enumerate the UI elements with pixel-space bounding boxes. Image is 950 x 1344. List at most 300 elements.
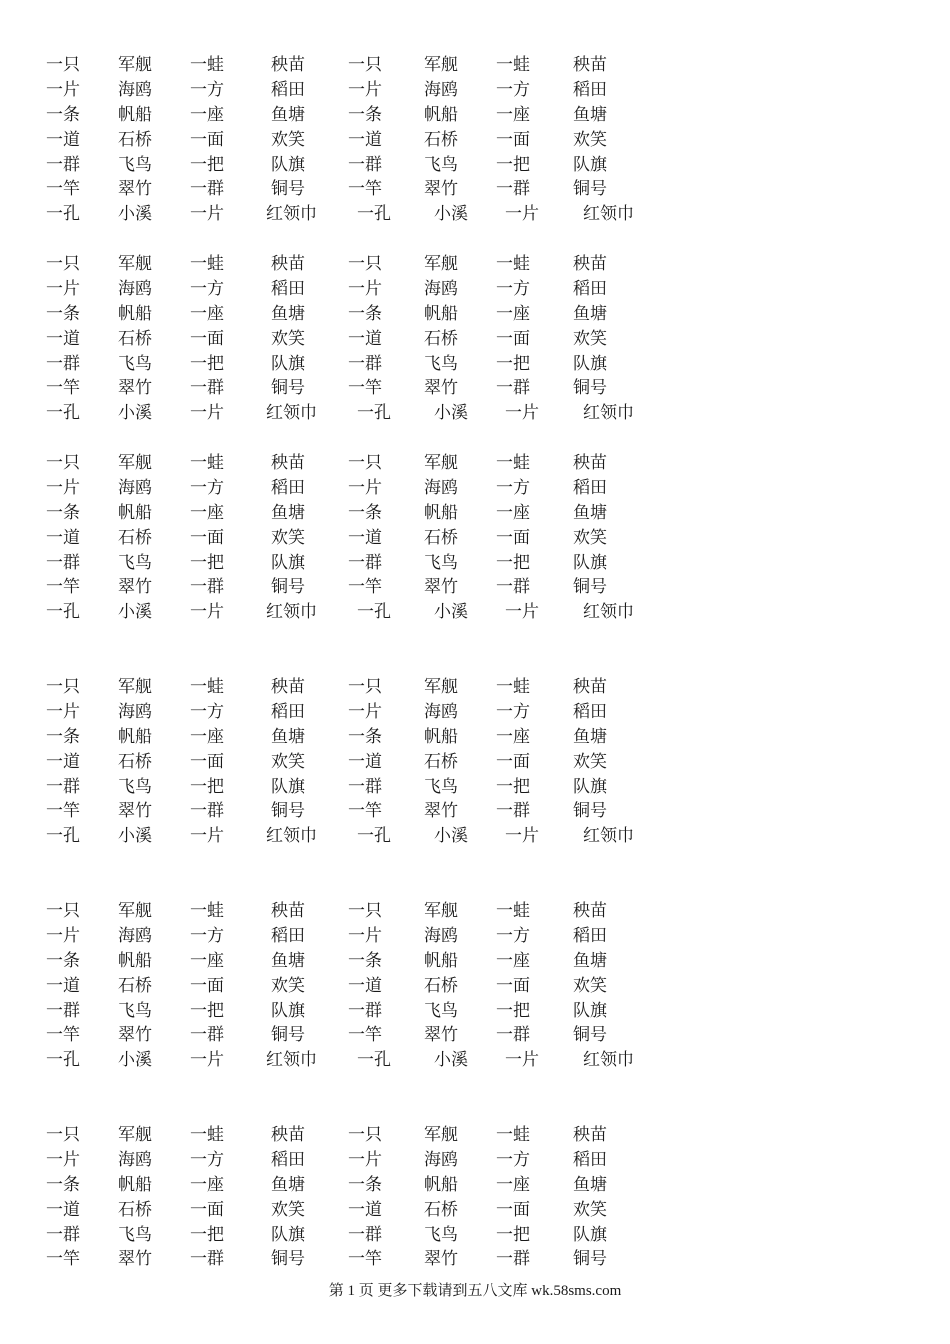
word-cell: 一竿 xyxy=(46,378,80,399)
word-cell: 一群 xyxy=(496,1249,530,1270)
word-cell: 翠竹 xyxy=(424,378,458,399)
word-cell: 红领巾 xyxy=(266,403,317,424)
word-cell: 一孔 xyxy=(357,403,391,424)
word-cell: 稻田 xyxy=(271,79,305,100)
word-cell: 海鸥 xyxy=(424,79,458,100)
word-cell: 石桥 xyxy=(118,975,152,996)
word-cell: 一把 xyxy=(190,1224,224,1245)
word-row xyxy=(0,526,950,551)
word-cell: 飞鸟 xyxy=(424,154,458,175)
word-cell: 一条 xyxy=(348,726,382,747)
word-cell: 欢笑 xyxy=(573,1199,607,1220)
word-cell: 鱼塘 xyxy=(271,502,305,523)
word-cell: 鱼塘 xyxy=(271,303,305,324)
word-row xyxy=(0,78,950,103)
word-cell: 铜号 xyxy=(271,179,305,200)
word-cell: 队旗 xyxy=(271,154,305,175)
word-cell: 军舰 xyxy=(424,254,458,274)
word-cell: 一孔 xyxy=(357,826,391,847)
word-cell: 翠竹 xyxy=(118,179,152,200)
word-cell: 一方 xyxy=(190,925,224,946)
word-cell: 一蛙 xyxy=(496,55,530,75)
word-cell: 一只 xyxy=(46,453,80,473)
word-row xyxy=(0,575,950,600)
word-cell: 翠竹 xyxy=(424,179,458,200)
word-cell: 海鸥 xyxy=(424,701,458,722)
word-cell: 队旗 xyxy=(271,1000,305,1021)
word-cell: 一片 xyxy=(46,477,80,498)
word-cell: 一只 xyxy=(46,55,80,75)
word-cell: 一蛙 xyxy=(190,453,224,473)
word-cell: 小溪 xyxy=(118,403,152,424)
word-cell: 一条 xyxy=(348,303,382,324)
word-cell: 帆船 xyxy=(118,502,152,523)
word-row xyxy=(0,252,950,277)
word-row xyxy=(0,1173,950,1198)
word-cell: 队旗 xyxy=(573,776,607,797)
word-cell: 铜号 xyxy=(573,577,607,598)
word-cell: 一孔 xyxy=(46,602,80,623)
word-cell: 秧苗 xyxy=(573,453,607,473)
word-row xyxy=(0,177,950,202)
word-cell: 一片 xyxy=(190,602,224,623)
word-cell: 一把 xyxy=(496,353,530,374)
word-row xyxy=(0,824,950,849)
word-cell: 鱼塘 xyxy=(271,104,305,125)
word-cell: 帆船 xyxy=(118,950,152,971)
word-cell: 一群 xyxy=(348,552,382,573)
word-cell: 一方 xyxy=(190,79,224,100)
word-cell: 军舰 xyxy=(118,254,152,274)
word-cell: 一条 xyxy=(46,303,80,324)
word-cell: 秧苗 xyxy=(271,677,305,697)
word-cell: 铜号 xyxy=(271,577,305,598)
word-cell: 稻田 xyxy=(573,701,607,722)
word-cell: 铜号 xyxy=(573,378,607,399)
word-cell: 飞鸟 xyxy=(118,353,152,374)
word-cell: 海鸥 xyxy=(424,477,458,498)
word-row xyxy=(0,451,950,476)
word-cell: 欢笑 xyxy=(271,1199,305,1220)
word-cell: 一片 xyxy=(190,826,224,847)
word-cell: 一群 xyxy=(190,801,224,822)
word-cell: 一条 xyxy=(46,104,80,125)
word-cell: 一面 xyxy=(496,975,530,996)
word-cell: 鱼塘 xyxy=(271,950,305,971)
word-cell: 一道 xyxy=(348,975,382,996)
word-cell: 一只 xyxy=(348,677,382,697)
word-cell: 秧苗 xyxy=(573,677,607,697)
word-row xyxy=(0,302,950,327)
word-cell: 军舰 xyxy=(424,677,458,697)
word-cell: 帆船 xyxy=(118,1174,152,1195)
word-cell: 鱼塘 xyxy=(573,726,607,747)
word-cell: 一面 xyxy=(190,1199,224,1220)
word-cell: 一把 xyxy=(190,552,224,573)
word-cell: 小溪 xyxy=(434,602,468,623)
word-cell: 一蛙 xyxy=(190,55,224,75)
word-row xyxy=(0,600,950,625)
word-cell: 秧苗 xyxy=(573,901,607,921)
word-cell: 一竿 xyxy=(348,1249,382,1270)
word-cell: 一面 xyxy=(190,975,224,996)
word-cell: 一蛙 xyxy=(496,254,530,274)
word-cell: 一竿 xyxy=(348,1025,382,1046)
word-cell: 一片 xyxy=(505,204,539,225)
word-cell: 海鸥 xyxy=(118,1149,152,1170)
word-cell: 一群 xyxy=(190,179,224,200)
word-cell: 红领巾 xyxy=(583,826,634,847)
word-cell: 秧苗 xyxy=(271,901,305,921)
word-cell: 石桥 xyxy=(118,527,152,548)
word-cell: 一片 xyxy=(348,1149,382,1170)
word-cell: 铜号 xyxy=(573,1249,607,1270)
word-cell: 一群 xyxy=(348,353,382,374)
word-cell: 小溪 xyxy=(434,204,468,225)
word-cell: 欢笑 xyxy=(573,129,607,150)
word-cell: 一道 xyxy=(46,975,80,996)
word-cell: 队旗 xyxy=(573,1224,607,1245)
word-cell: 一把 xyxy=(496,1224,530,1245)
word-cell: 小溪 xyxy=(434,826,468,847)
word-cell: 石桥 xyxy=(424,129,458,150)
word-cell: 一只 xyxy=(46,901,80,921)
word-cell: 一群 xyxy=(190,1025,224,1046)
word-row xyxy=(0,775,950,800)
word-cell: 一竿 xyxy=(348,577,382,598)
word-cell: 翠竹 xyxy=(424,1025,458,1046)
word-cell: 帆船 xyxy=(118,104,152,125)
word-cell: 一条 xyxy=(46,950,80,971)
word-cell: 海鸥 xyxy=(118,701,152,722)
word-cell: 鱼塘 xyxy=(573,502,607,523)
word-cell: 一群 xyxy=(46,552,80,573)
word-cell: 秧苗 xyxy=(271,1125,305,1145)
word-cell: 一座 xyxy=(496,502,530,523)
word-cell: 帆船 xyxy=(424,1174,458,1195)
word-cell: 海鸥 xyxy=(118,79,152,100)
word-cell: 军舰 xyxy=(118,453,152,473)
word-cell: 欢笑 xyxy=(271,129,305,150)
word-cell: 军舰 xyxy=(118,55,152,75)
word-cell: 小溪 xyxy=(118,602,152,623)
word-cell: 欢笑 xyxy=(573,328,607,349)
word-cell: 一面 xyxy=(496,751,530,772)
word-cell: 军舰 xyxy=(424,453,458,473)
word-cell: 红领巾 xyxy=(266,602,317,623)
word-cell: 一道 xyxy=(46,527,80,548)
word-cell: 一面 xyxy=(190,328,224,349)
word-cell: 一面 xyxy=(496,527,530,548)
word-cell: 军舰 xyxy=(424,55,458,75)
word-cell: 翠竹 xyxy=(424,1249,458,1270)
word-cell: 一方 xyxy=(190,278,224,299)
word-cell: 一方 xyxy=(496,477,530,498)
word-cell: 铜号 xyxy=(271,1025,305,1046)
word-cell: 一把 xyxy=(496,776,530,797)
word-row xyxy=(0,725,950,750)
word-cell: 红领巾 xyxy=(266,826,317,847)
word-cell: 一竿 xyxy=(348,801,382,822)
word-cell: 石桥 xyxy=(118,751,152,772)
word-cell: 一把 xyxy=(190,776,224,797)
word-cell: 一只 xyxy=(348,55,382,75)
word-cell: 小溪 xyxy=(118,204,152,225)
word-cell: 一条 xyxy=(46,502,80,523)
word-block xyxy=(0,899,950,1073)
word-row xyxy=(0,1048,950,1073)
word-cell: 秧苗 xyxy=(271,55,305,75)
word-cell: 一把 xyxy=(496,1000,530,1021)
word-cell: 一方 xyxy=(190,1149,224,1170)
word-row xyxy=(0,700,950,725)
word-cell: 红领巾 xyxy=(266,204,317,225)
word-cell: 鱼塘 xyxy=(271,726,305,747)
word-cell: 一条 xyxy=(46,1174,80,1195)
word-cell: 一蛙 xyxy=(190,254,224,274)
word-row xyxy=(0,799,950,824)
word-cell: 帆船 xyxy=(424,104,458,125)
word-cell: 铜号 xyxy=(573,1025,607,1046)
word-block xyxy=(0,675,950,849)
word-cell: 一群 xyxy=(496,378,530,399)
word-cell: 铜号 xyxy=(271,378,305,399)
word-cell: 一竿 xyxy=(46,577,80,598)
word-cell: 一群 xyxy=(348,1000,382,1021)
word-cell: 一方 xyxy=(496,1149,530,1170)
word-row xyxy=(0,352,950,377)
word-cell: 队旗 xyxy=(271,776,305,797)
word-row xyxy=(0,1123,950,1148)
word-cell: 一条 xyxy=(348,104,382,125)
word-cell: 一竿 xyxy=(46,179,80,200)
word-cell: 稻田 xyxy=(573,925,607,946)
word-cell: 翠竹 xyxy=(118,801,152,822)
word-cell: 鱼塘 xyxy=(573,950,607,971)
word-cell: 帆船 xyxy=(424,502,458,523)
word-cell: 一片 xyxy=(348,701,382,722)
word-row xyxy=(0,1023,950,1048)
word-cell: 铜号 xyxy=(271,1249,305,1270)
word-cell: 铜号 xyxy=(271,801,305,822)
word-cell: 一片 xyxy=(46,701,80,722)
word-cell: 翠竹 xyxy=(118,1025,152,1046)
word-cell: 一道 xyxy=(348,527,382,548)
word-cell: 一座 xyxy=(496,303,530,324)
word-cell: 一面 xyxy=(190,751,224,772)
word-cell: 一蛙 xyxy=(190,1125,224,1145)
word-cell: 一群 xyxy=(190,378,224,399)
word-cell: 一片 xyxy=(190,1050,224,1071)
word-cell: 一片 xyxy=(46,79,80,100)
word-row xyxy=(0,924,950,949)
word-cell: 一片 xyxy=(348,79,382,100)
word-cell: 飞鸟 xyxy=(424,1000,458,1021)
word-cell: 一群 xyxy=(496,801,530,822)
word-cell: 一座 xyxy=(190,950,224,971)
word-cell: 石桥 xyxy=(424,527,458,548)
word-row xyxy=(0,153,950,178)
word-cell: 一群 xyxy=(496,179,530,200)
word-cell: 一蛙 xyxy=(190,677,224,697)
word-cell: 一方 xyxy=(190,701,224,722)
word-cell: 一片 xyxy=(505,1050,539,1071)
word-cell: 一片 xyxy=(348,278,382,299)
word-cell: 秧苗 xyxy=(271,254,305,274)
word-cell: 一片 xyxy=(505,403,539,424)
word-cell: 欢笑 xyxy=(271,328,305,349)
word-cell: 一只 xyxy=(46,1125,80,1145)
word-cell: 一群 xyxy=(190,577,224,598)
word-cell: 一群 xyxy=(46,154,80,175)
word-cell: 海鸥 xyxy=(118,477,152,498)
word-cell: 小溪 xyxy=(118,826,152,847)
word-cell: 飞鸟 xyxy=(424,1224,458,1245)
word-cell: 石桥 xyxy=(424,1199,458,1220)
word-cell: 稻田 xyxy=(271,278,305,299)
word-cell: 一道 xyxy=(46,328,80,349)
word-row xyxy=(0,1247,950,1272)
word-cell: 一蛙 xyxy=(496,1125,530,1145)
word-cell: 一只 xyxy=(348,453,382,473)
word-cell: 队旗 xyxy=(271,1224,305,1245)
word-cell: 一片 xyxy=(505,826,539,847)
word-cell: 一群 xyxy=(46,353,80,374)
word-cell: 一群 xyxy=(496,1025,530,1046)
word-cell: 一群 xyxy=(46,1000,80,1021)
word-cell: 红领巾 xyxy=(583,602,634,623)
word-cell: 一把 xyxy=(190,154,224,175)
word-cell: 欢笑 xyxy=(573,751,607,772)
word-cell: 一道 xyxy=(348,328,382,349)
word-cell: 一孔 xyxy=(357,602,391,623)
word-cell: 一只 xyxy=(46,677,80,697)
word-cell: 飞鸟 xyxy=(118,1224,152,1245)
word-cell: 欢笑 xyxy=(271,975,305,996)
word-row xyxy=(0,103,950,128)
word-cell: 一道 xyxy=(348,1199,382,1220)
word-cell: 小溪 xyxy=(434,1050,468,1071)
word-cell: 一竿 xyxy=(348,179,382,200)
word-block xyxy=(0,451,950,625)
word-cell: 一群 xyxy=(496,577,530,598)
word-cell: 一座 xyxy=(496,726,530,747)
word-cell: 一片 xyxy=(46,925,80,946)
word-block xyxy=(0,1123,950,1272)
word-cell: 飞鸟 xyxy=(424,552,458,573)
word-cell: 红领巾 xyxy=(583,403,634,424)
word-cell: 一条 xyxy=(348,1174,382,1195)
word-cell: 帆船 xyxy=(424,950,458,971)
word-cell: 一条 xyxy=(46,726,80,747)
word-row xyxy=(0,899,950,924)
word-row xyxy=(0,501,950,526)
word-cell: 秧苗 xyxy=(573,1125,607,1145)
word-cell: 红领巾 xyxy=(583,1050,634,1071)
word-cell: 石桥 xyxy=(424,328,458,349)
word-cell: 海鸥 xyxy=(424,925,458,946)
word-cell: 翠竹 xyxy=(424,577,458,598)
word-cell: 一片 xyxy=(46,278,80,299)
word-cell: 海鸥 xyxy=(424,1149,458,1170)
word-cell: 稻田 xyxy=(271,1149,305,1170)
word-row xyxy=(0,476,950,501)
word-cell: 一条 xyxy=(348,502,382,523)
word-row xyxy=(0,999,950,1024)
word-cell: 队旗 xyxy=(573,1000,607,1021)
word-cell: 一孔 xyxy=(357,204,391,225)
word-cell: 军舰 xyxy=(424,1125,458,1145)
word-cell: 飞鸟 xyxy=(118,552,152,573)
word-cell: 一面 xyxy=(190,527,224,548)
word-cell: 一竿 xyxy=(46,1025,80,1046)
word-row xyxy=(0,53,950,78)
word-cell: 欢笑 xyxy=(271,751,305,772)
word-cell: 飞鸟 xyxy=(424,776,458,797)
word-row xyxy=(0,949,950,974)
word-cell: 一孔 xyxy=(46,204,80,225)
word-block xyxy=(0,252,950,426)
word-row xyxy=(0,202,950,227)
word-cell: 一把 xyxy=(496,552,530,573)
word-cell: 一把 xyxy=(496,154,530,175)
word-cell: 稻田 xyxy=(271,925,305,946)
word-cell: 鱼塘 xyxy=(573,104,607,125)
word-cell: 石桥 xyxy=(118,1199,152,1220)
word-cell: 一片 xyxy=(348,477,382,498)
word-cell: 铜号 xyxy=(573,801,607,822)
word-cell: 一道 xyxy=(348,751,382,772)
word-cell: 一片 xyxy=(505,602,539,623)
word-block xyxy=(0,53,950,227)
word-cell: 一道 xyxy=(348,129,382,150)
word-cell: 一方 xyxy=(496,278,530,299)
word-cell: 石桥 xyxy=(424,751,458,772)
word-row xyxy=(0,401,950,426)
word-row xyxy=(0,551,950,576)
word-cell: 一竿 xyxy=(348,378,382,399)
word-cell: 一蛙 xyxy=(496,901,530,921)
word-cell: 一座 xyxy=(496,104,530,125)
word-cell: 一把 xyxy=(190,1000,224,1021)
word-cell: 军舰 xyxy=(118,677,152,697)
word-cell: 一座 xyxy=(496,950,530,971)
word-cell: 帆船 xyxy=(424,726,458,747)
word-cell: 一把 xyxy=(190,353,224,374)
word-cell: 稻田 xyxy=(573,79,607,100)
word-cell: 一群 xyxy=(348,1224,382,1245)
word-cell: 一片 xyxy=(190,403,224,424)
word-cell: 一竿 xyxy=(46,1249,80,1270)
word-cell: 飞鸟 xyxy=(424,353,458,374)
word-cell: 帆船 xyxy=(424,303,458,324)
word-cell: 一条 xyxy=(348,950,382,971)
word-cell: 一面 xyxy=(496,129,530,150)
word-row xyxy=(0,675,950,700)
word-cell: 一蛙 xyxy=(496,453,530,473)
word-cell: 一只 xyxy=(348,901,382,921)
word-row xyxy=(0,1148,950,1173)
word-cell: 一群 xyxy=(190,1249,224,1270)
word-cell: 一座 xyxy=(190,502,224,523)
word-row xyxy=(0,128,950,153)
word-cell: 石桥 xyxy=(118,328,152,349)
word-cell: 飞鸟 xyxy=(118,154,152,175)
word-cell: 石桥 xyxy=(424,975,458,996)
word-cell: 一群 xyxy=(46,1224,80,1245)
word-cell: 鱼塘 xyxy=(573,1174,607,1195)
word-cell: 稻田 xyxy=(573,1149,607,1170)
